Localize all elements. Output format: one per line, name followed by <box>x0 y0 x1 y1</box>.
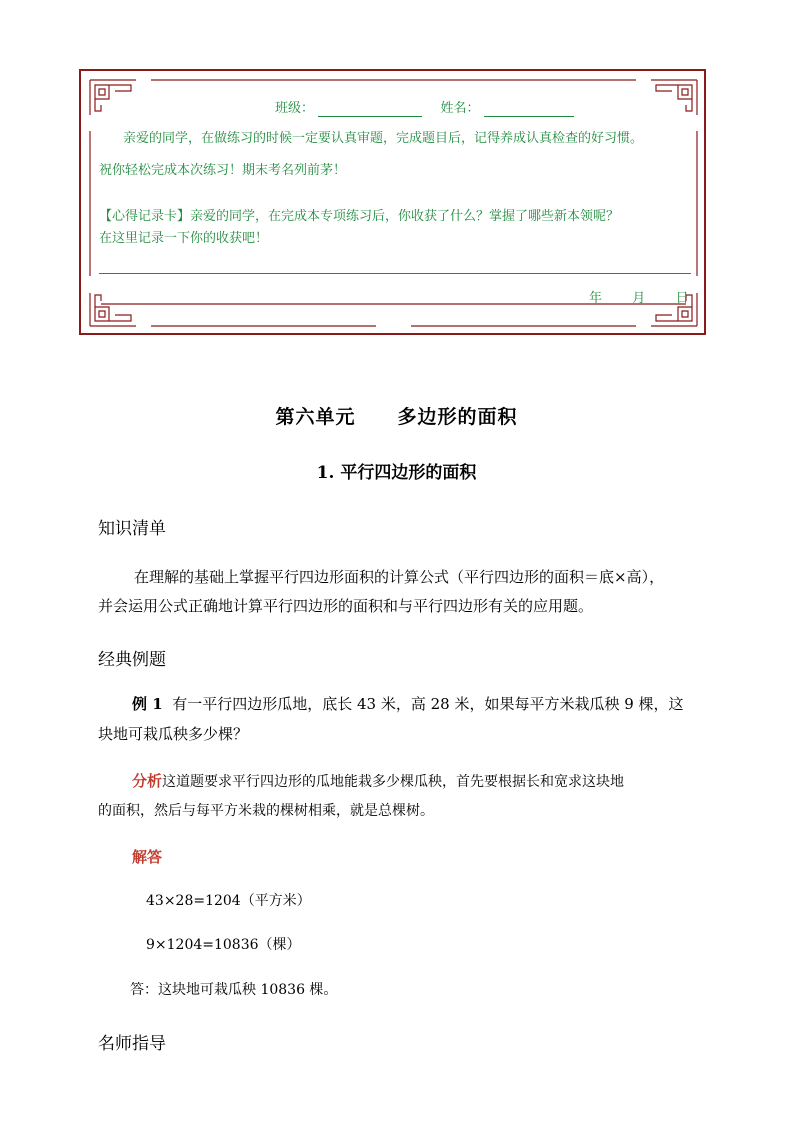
example1-text-1: 有一平行四边形瓜地，底长 43 米，高 28 米，如果每平方米栽瓜秧 9 棵，这 <box>172 695 684 713</box>
record-text-1: 亲爱的同学，在完成本专项练习后，你收获了什么？掌握了哪些新本领呢？ <box>190 209 620 224</box>
lesson-title: 1. 平行四边形的面积 <box>316 463 477 483</box>
unit-title <box>0 402 793 429</box>
solution-label: 解答 <box>132 848 163 866</box>
example1-label: 例 1 <box>132 695 163 713</box>
date-day: 日 <box>675 291 689 306</box>
analysis-text-1: 这道题要求平行四边形的瓜地能栽多少棵瓜秧，首先要根据长和宽求这块地 <box>162 774 625 790</box>
knowledge-line-2: 并会运用公式正确地计算平行四边形的面积和与平行四边形有关的应用题。 <box>98 597 594 615</box>
record-tag: 【心得记录卡】 <box>99 209 191 224</box>
analysis-line-2: 的面积，然后与每平方米栽的棵树相乘，就是总棵树。 <box>98 803 434 819</box>
guidance-heading: 名师指导 <box>98 1034 166 1054</box>
date-row <box>589 291 689 307</box>
solution-answer: 答：这块地可栽瓜秧 10836 棵。 <box>130 982 338 998</box>
record-line-2: 在这里记录一下你的收获吧！ <box>99 231 269 246</box>
examples-heading: 经典例题 <box>98 650 166 670</box>
study-card <box>79 69 706 335</box>
class-blank[interactable] <box>318 104 422 117</box>
class-label: 班级： <box>275 101 315 116</box>
record-line-1 <box>99 209 619 225</box>
knowledge-line-1: 在理解的基础上掌握平行四边形面积的计算公式（平行四边形的面积＝底×高）， <box>134 568 665 586</box>
name-blank[interactable] <box>484 104 574 117</box>
greeting-line-2: 祝你轻松完成本次练习！期末考名列前茅！ <box>99 163 347 178</box>
unit-number: 第六单元 <box>275 406 356 428</box>
unit-name: 多边形的面积 <box>397 406 518 428</box>
analysis-line-1 <box>132 771 624 792</box>
knowledge-heading: 知识清单 <box>98 519 166 539</box>
date-month: 月 <box>632 291 646 306</box>
solution-step-1: 43×28=1204（平方米） <box>146 893 311 909</box>
example1-line-1 <box>132 694 684 714</box>
record-writing-line[interactable] <box>99 273 691 274</box>
name-label: 姓名： <box>440 101 480 116</box>
greeting-line-1: 亲爱的同学，在做练习的时候一定要认真审题，完成题目后，记得养成认真检查的好习惯。 <box>123 131 644 146</box>
analysis-label: 分析 <box>132 772 163 790</box>
example1-line-2: 块地可栽瓜秧多少棵？ <box>98 725 249 743</box>
solution-step-2: 9×1204=10836（棵） <box>146 937 301 953</box>
date-year: 年 <box>589 291 603 306</box>
class-name-row <box>275 101 574 117</box>
